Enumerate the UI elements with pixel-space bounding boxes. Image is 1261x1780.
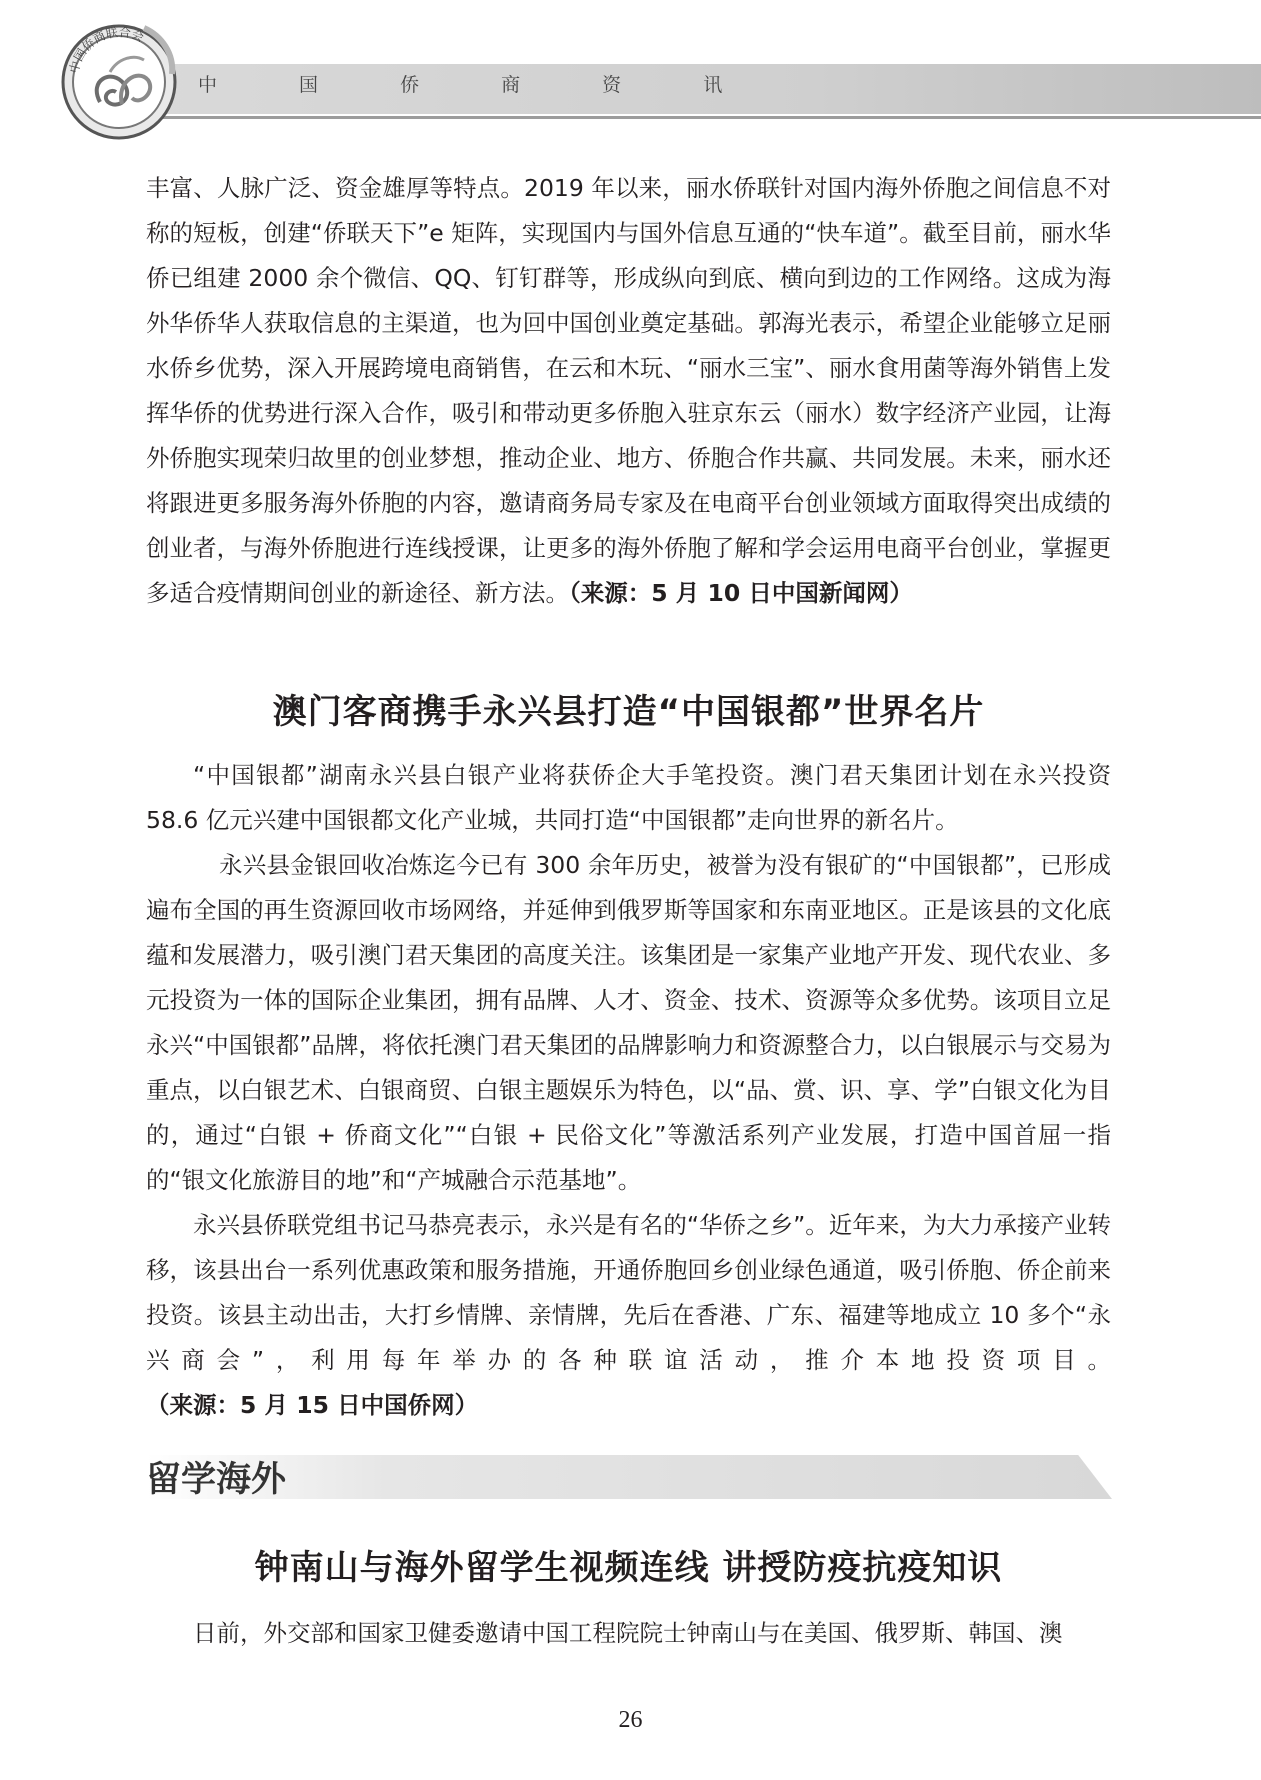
- article3-title: 钟南山与海外留学生视频连线 讲授防疫抗疫知识: [254, 1548, 1003, 1588]
- article2-source: （来源：5 月 15 日中国侨网）: [146, 1391, 479, 1419]
- logo-text: 中国侨商联合会: [66, 25, 146, 75]
- section-banner: [146, 1455, 1112, 1499]
- header-title: 中 国 侨 商 资 讯: [198, 74, 761, 96]
- section-title: 留学海外: [146, 1459, 287, 1500]
- article2-paragraph-3-body: 永兴县侨联党组书记马恭亮表示，永兴是有名的“华侨之乡”。近年来，为大力承接产业转移，该县出台一系列优惠政策和服务措施，开通侨胞回乡创业绿色通道，吸引侨胞、侨企前来投资。该县主动出击，大打乡情牌、亲情牌，先后在香港、广东、福建等地成立 10 多个“永兴商会”，利用每年举办的各种联谊活动，推介本地投资项目。: [146, 1211, 1111, 1374]
- article2-title: 澳门客商携手永兴县打造“中国银都”世界名片: [272, 692, 985, 732]
- article1-continuation: [146, 166, 1111, 616]
- article2-paragraph-3: [146, 1203, 1111, 1428]
- header-rule: [150, 116, 1261, 119]
- article1-source: （来源：5 月 10 日中国新闻网）: [569, 579, 913, 607]
- article1-body: 丰富、人脉广泛、资金雄厚等特点。2019 年以来，丽水侨联针对国内海外侨胞之间信息不对称的短板，创建“侨联天下”e 矩阵，实现国内与国外信息互通的“快车道”。截至目前，丽水华侨已组建 2000 余个微信、QQ、钉钉群等，形成纵向到底、横向到边的工作网络。这成为海外华侨华人获取信息的主渠道，也为回中国创业奠定基础。郭海光表示，希望企业能够立足丽水侨乡优势，深入开展跨境电商销售，在云和木玩、“丽水三宝”、丽水食用菌等海外销售上发挥华侨的优势进行深入合作，吸引和带动更多侨胞入驻京东云（丽水）数字经济产业园，让海外侨胞实现荣归故里的创业梦想，推动企业、地方、侨胞合作共赢、共同发展。未来，丽水还将跟进更多服务海外侨胞的内容，邀请商务局专家及在电商平台创业领域方面取得突出成绩的创业者，与海外侨胞进行连线授课，让更多的海外侨胞了解和学会运用电商平台创业，掌握更多适合疫情期间创业的新途径、新方法。: [146, 174, 1111, 607]
- article2-paragraph-1: “中国银都”湖南永兴县白银产业将获侨企大手笔投资。澳门君天集团计划在永兴投资 58.6 亿元兴建中国银都文化产业城，共同打造“中国银都”走向世界的新名片。: [146, 761, 1111, 834]
- page-number: 26: [618, 1707, 643, 1733]
- article2-paragraph-2: 永兴县金银回收冶炼迄今已有 300 余年历史，被誉为没有银矿的“中国银都”，已形成遍布全国的再生资源回收市场网络，并延伸到俄罗斯等国家和东南亚地区。正是该县的文化底蕴和发展潜力，吸引澳门君天集团的高度关注。该集团是一家集产业地产开发、现代农业、多元投资为一体的国际企业集团，拥有品牌、人才、资金、技术、资源等众多优势。该项目立足永兴“中国银都”品牌，将依托澳门君天集团的品牌影响力和资源整合力，以白银展示与交易为重点，以白银艺术、白银商贸、白银主题娱乐为特色，以“品、赏、识、享、学”白银文化为目的，通过“白银 + 侨商文化”“白银 + 民俗文化”等激活系列产业发展，打造中国首屈一指的“银文化旅游目的地”和“产城融合示范基地”。: [146, 851, 1111, 1194]
- organization-logo: [52, 10, 187, 145]
- article3-paragraph-1: 日前，外交部和国家卫健委邀请中国工程院院士钟南山与在美国、俄罗斯、韩国、澳: [193, 1619, 1063, 1647]
